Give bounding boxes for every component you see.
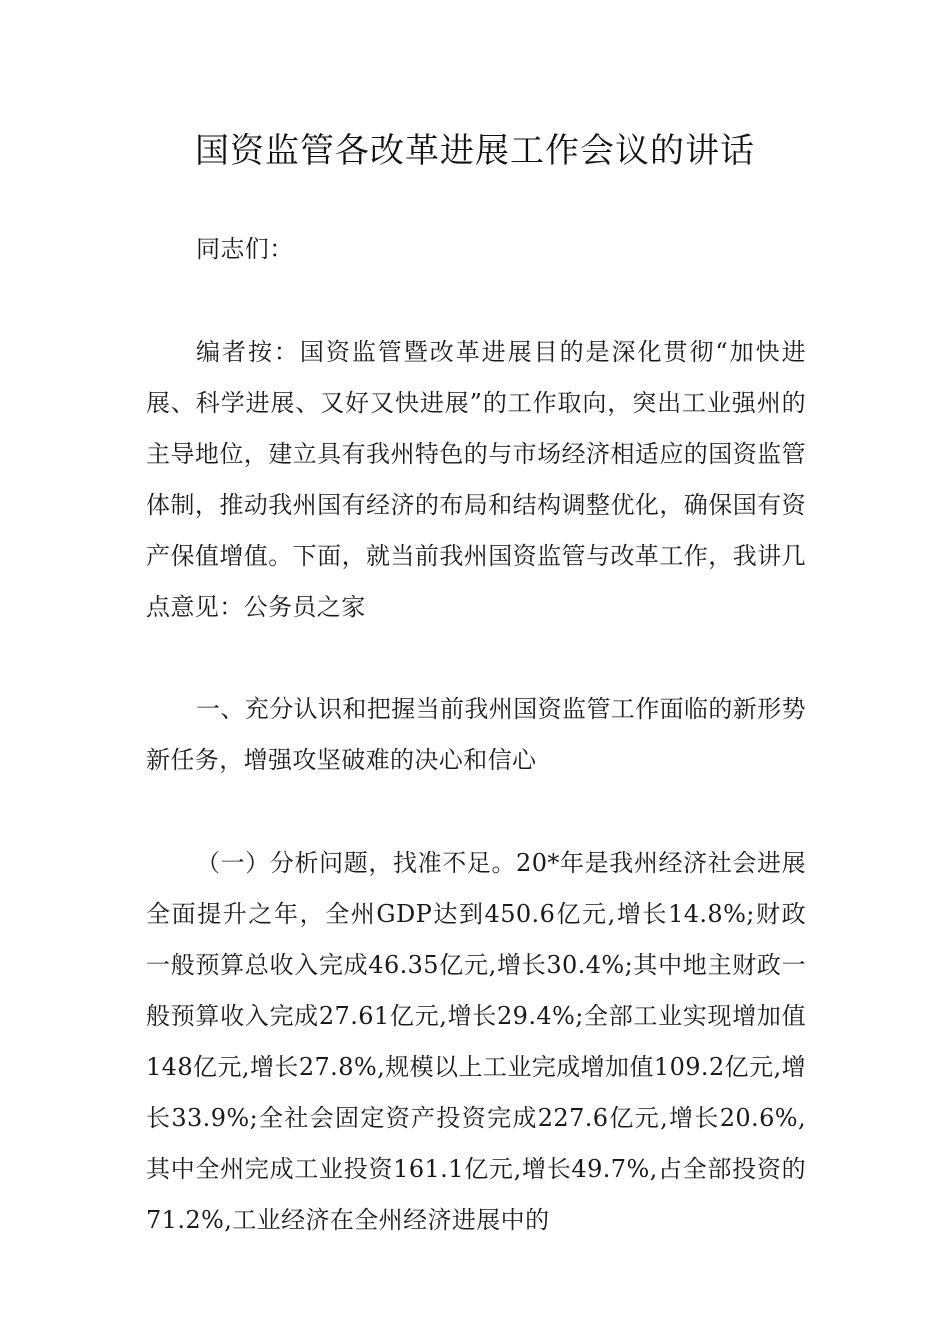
- document-title: 国资监管各改革进展工作会议的讲话: [195, 131, 755, 171]
- paragraph-editor-note: 编者按：国资监管暨改革进展目的是深化贯彻“加快进展、科学进展、又好又快进展”的工作取向，突出工业强州的主导地位，建立具有我州特色的与市场经济相适应的国资监管体制，推动我州国有经济的布局和结构调整优化，确保国有资产保值增值。下面，就当前我州国资监管与改革工作，我讲几点意见：公务员之家: [146, 338, 806, 621]
- paragraph-analysis: （一）分析问题，找准不足。20*年是我州经济社会进展全面提升之年，全州GDP达到450.6亿元,增长14.8%;财政一般预算总收入完成46.35亿元,增长30.4%;其中地主财政一般预算收入完成27.61亿元,增长29.4%;全部工业实现增加值148亿元,增长27.8%,规模以上工业完成增加值109.2亿元,增长33.9%;全社会固定资产投资完成227.6亿元,增长20.6%,其中全州完成工业投资161.1亿元,增长49.7%,占全部投资的71.2%,工业经济在全州经济进展中的: [146, 849, 806, 1234]
- section-heading-1: 一、充分认识和把握当前我州国资监管工作面临的新形势新任务，增强攻坚破难的决心和信心: [146, 695, 806, 774]
- salutation: 同志们：: [196, 235, 294, 263]
